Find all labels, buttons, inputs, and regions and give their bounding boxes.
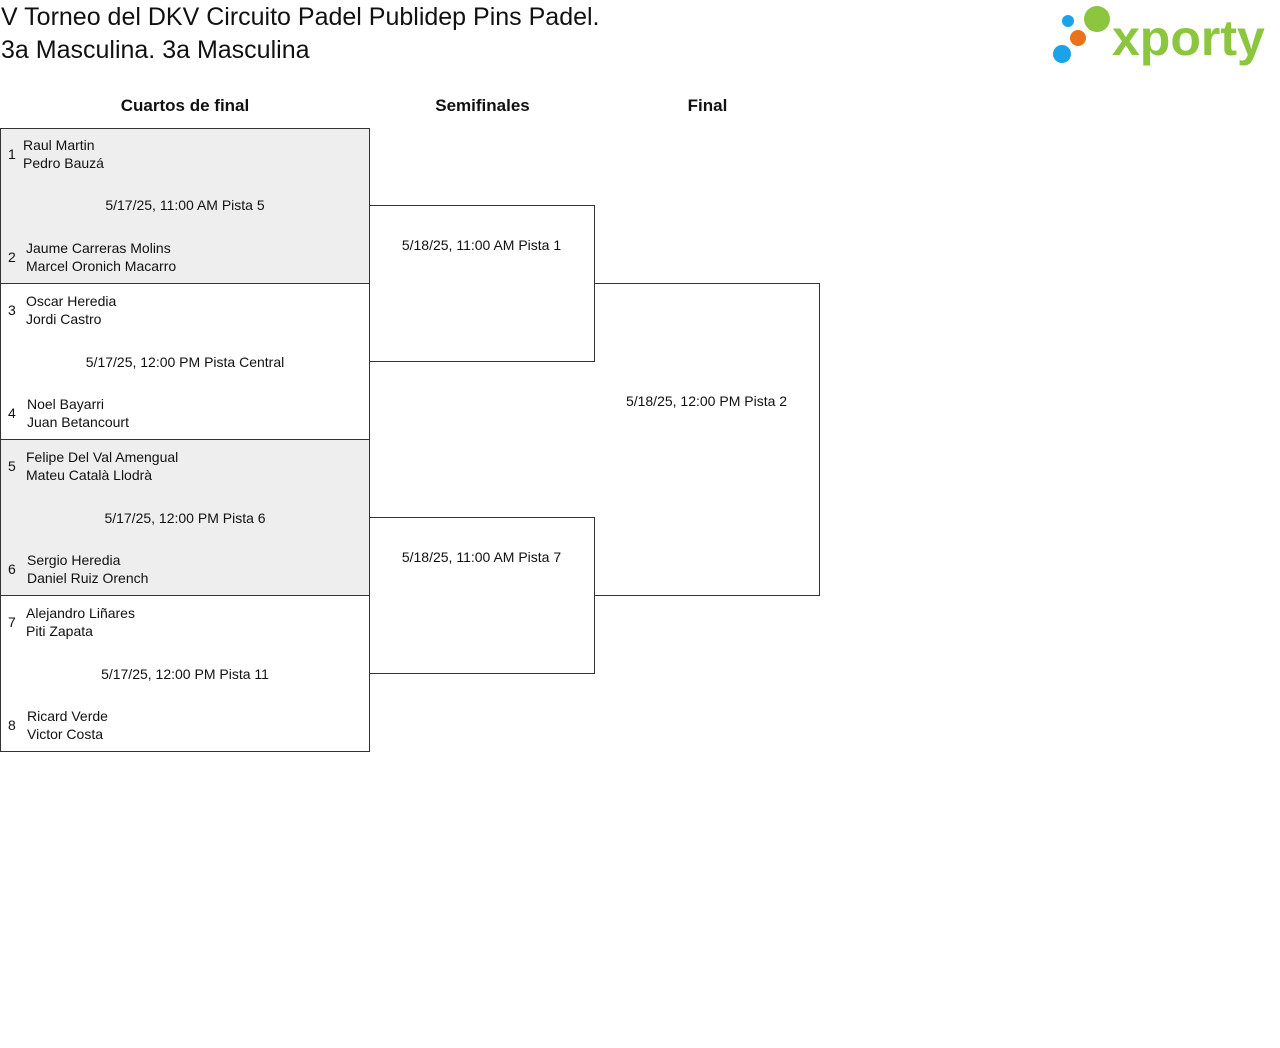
quarterfinal-match-2[interactable]: [0, 283, 370, 440]
logo-blue-dot-large: [1053, 45, 1071, 63]
player-name: Raul Martin: [23, 137, 95, 153]
logo-blue-dot-small: [1062, 15, 1074, 27]
team-b: [26, 239, 176, 275]
player-name: Sergio Heredia: [27, 552, 121, 568]
player-name: Jaume Carreras Molins: [26, 240, 171, 256]
player-name: Pedro Bauzá: [23, 155, 104, 171]
team-a: [26, 604, 135, 640]
final-match[interactable]: [594, 283, 820, 596]
player-name: Felipe Del Val Amengual: [26, 449, 179, 465]
player-name: Victor Costa: [27, 726, 103, 742]
player-name: Marcel Oronich Macarro: [26, 258, 177, 274]
quarterfinal-match-3[interactable]: [0, 439, 370, 596]
match-schedule: 5/17/25, 12:00 PM Pista Central: [85, 354, 285, 370]
team-a: [26, 292, 116, 328]
match-schedule: 5/18/25, 11:00 AM Pista 7: [401, 549, 562, 565]
team-a: [26, 448, 178, 484]
match-schedule: 5/18/25, 11:00 AM Pista 1: [401, 237, 562, 253]
semifinal-match-2[interactable]: [369, 517, 595, 674]
seed-number: 2: [8, 249, 16, 265]
player-name: Daniel Ruiz Orench: [27, 570, 149, 586]
match-schedule: 5/17/25, 12:00 PM Pista 11: [101, 666, 269, 682]
round-label-final: Final: [687, 96, 728, 115]
logo-green-dot: [1084, 6, 1110, 32]
player-name: Juan Betancourt: [27, 414, 129, 430]
team-b: [27, 395, 129, 431]
player-name: Alejandro Liñares: [26, 605, 135, 621]
seed-number: 4: [8, 405, 16, 421]
player-name: Ricard Verde: [27, 708, 108, 724]
player-name: Mateu Català Llodrà: [26, 467, 153, 483]
semifinal-match-1[interactable]: [369, 205, 595, 362]
seed-number: 1: [8, 146, 16, 162]
seed-number: 7: [8, 614, 16, 630]
team-b: [27, 551, 148, 587]
logo-text: xporty: [1112, 10, 1265, 66]
seed-number: 5: [8, 458, 16, 474]
match-schedule: 5/17/25, 12:00 PM Pista 6: [104, 510, 266, 526]
round-label-quarterfinals: Cuartos de final: [120, 96, 250, 115]
player-name: Piti Zapata: [26, 623, 93, 639]
xporty-logo: [1050, 2, 1276, 68]
player-name: Jordi Castro: [26, 311, 102, 327]
team-a: [23, 136, 104, 172]
seed-number: 8: [8, 717, 16, 733]
player-name: Oscar Heredia: [26, 293, 117, 309]
player-name: Noel Bayarri: [27, 396, 105, 412]
match-schedule: 5/17/25, 11:00 AM Pista 5: [105, 197, 265, 213]
team-b: [27, 707, 108, 743]
seed-number: 6: [8, 561, 16, 577]
logo-orange-dot: [1070, 30, 1086, 46]
tournament-title: V Torneo del DKV Circuito Padel Publidep Pins Padel.: [1, 3, 600, 31]
quarterfinal-match-4[interactable]: [0, 595, 370, 752]
match-schedule: 5/18/25, 12:00 PM Pista 2: [625, 393, 788, 409]
category-title: 3a Masculina. 3a Masculina: [1, 36, 310, 64]
quarterfinal-match-1[interactable]: [0, 128, 370, 284]
seed-number: 3: [8, 302, 16, 318]
round-label-semifinals: Semifinales: [435, 96, 530, 115]
